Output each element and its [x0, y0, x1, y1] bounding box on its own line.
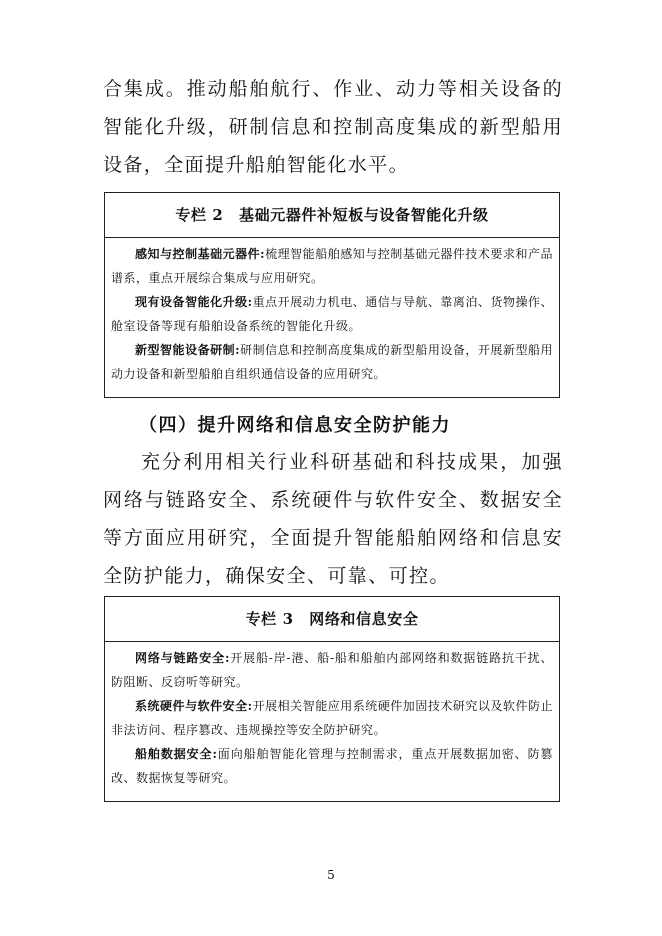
box-item-label: 现有设备智能化升级:: [135, 295, 253, 309]
box-item-label: 系统硬件与软件安全:: [135, 699, 253, 713]
box-item-text: 开展船-岸-港、船-船和船舶内部网络和数据链路抗干扰、防阻断、反窃听等研究。: [111, 651, 553, 689]
box-item: [111, 290, 553, 338]
box-item-text: 梳理智能船舶感知与控制基础元器件技术要求和产品谱系，重点开展综合集成与应用研究。: [111, 247, 553, 285]
column-box-2: [104, 192, 560, 398]
box-item: [111, 338, 553, 386]
column-box-3-title: 专栏 3 网络和信息安全: [105, 597, 559, 642]
column-box-3-body: [105, 642, 559, 796]
section-paragraph: 充分利用相关行业科研基础和科技成果，加强网络与链路安全、系统硬件与软件安全、数据安全等方面应用研究，全面提升智能船舶网络和信息安全防护能力，确保安全、可靠、可控。: [103, 451, 563, 587]
box-item-text: 开展相关智能应用系统硬件加固技术研究以及软件防止非法访问、程序篡改、违规操控等安全防护研究。: [111, 699, 553, 737]
column-box-3: [104, 596, 560, 802]
box-item-label: 船舶数据安全:: [135, 747, 218, 761]
column-box-2-title: 专栏 2 基础元器件补短板与设备智能化升级: [105, 193, 559, 238]
box-item-text: 重点开展动力机电、通信与导航、靠离泊、货物操作、舱室设备等现有船舶设备系统的智能化升级。: [111, 295, 553, 333]
box-item-label: 网络与链路安全:: [135, 651, 230, 665]
page-number: 5: [327, 868, 335, 882]
box-item: [111, 646, 553, 694]
box-item-text: 面向船舶智能化管理与控制需求，重点开展数据加密、防篡改、数据恢复等研究。: [111, 747, 553, 785]
box-item-label: 新型智能设备研制:: [135, 343, 241, 357]
section-heading: （四）提升网络和信息安全防护能力: [139, 415, 451, 436]
box-item: [111, 694, 553, 742]
box-item-label: 感知与控制基础元器件:: [135, 247, 266, 261]
box-item-text: 研制信息和控制高度集成的新型船用设备，开展新型船用动力设备和新型船舶自组织通信设备的应用研究。: [111, 343, 553, 381]
box-item: [111, 242, 553, 290]
intro-paragraph: 合集成。推动船舶航行、作业、动力等相关设备的智能化升级，研制信息和控制高度集成的新型船用设备，全面提升船舶智能化水平。: [103, 78, 563, 176]
box-item: [111, 742, 553, 790]
column-box-2-body: [105, 238, 559, 392]
